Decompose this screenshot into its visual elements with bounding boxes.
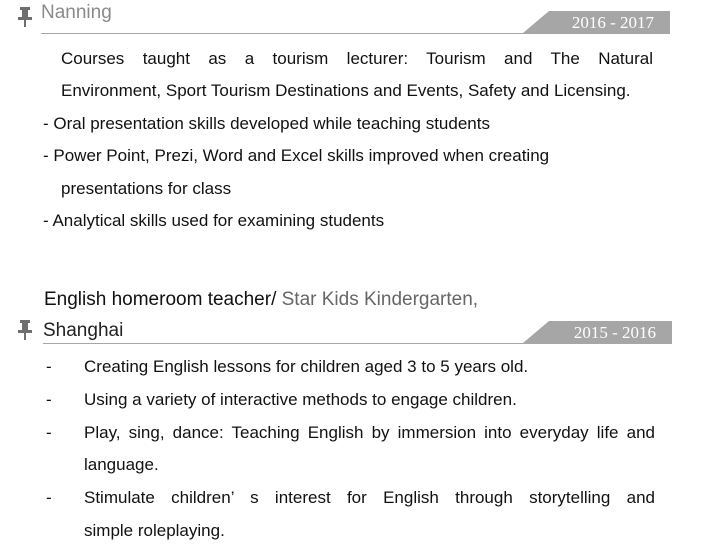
bullet-dash: - <box>46 488 52 507</box>
bullet-item: - Power Point, Prezi, Word and Excel skills improved when creating <box>43 146 550 165</box>
bullet-item: Using a variety of interactive methods to engage children. <box>84 390 517 409</box>
date-range: 2016 - 2017 <box>571 13 654 32</box>
company-name: Star Kids Kindergarten, <box>276 289 479 310</box>
pushpin-icon <box>15 319 35 341</box>
date-ribbon <box>523 11 670 33</box>
bullet-dash: - <box>46 390 52 409</box>
bullet-item: Creating English lessons for children aged 3 to 5 years old. <box>84 357 529 376</box>
role-name: English homeroom teacher/ <box>44 289 277 310</box>
job-location: Nanning <box>41 2 112 23</box>
job-title <box>44 288 478 312</box>
date-ribbon <box>523 321 672 343</box>
bullet-item-continuation: simple roleplaying. <box>84 521 225 540</box>
bullet-dash: - <box>46 423 52 442</box>
divider-line <box>41 33 670 34</box>
bullet-item: - Analytical skills used for examining students <box>43 211 385 230</box>
bullet-item: - Oral presentation skills developed while teaching students <box>43 114 490 133</box>
bullet-item: Stimulate children’ s interest for English through storytelling and <box>84 488 655 507</box>
date-range: 2015 - 2016 <box>573 323 656 342</box>
bullet-item-continuation: language. <box>84 455 159 474</box>
divider-line <box>43 343 672 344</box>
pushpin-icon <box>15 6 35 28</box>
intro-line: Environment, Sport Tourism Destinations and Events, Safety and Licensing. <box>61 81 631 100</box>
intro-line: Courses taught as a tourism lecturer: Tourism and The Natural <box>61 49 653 68</box>
bullet-dash: - <box>46 357 52 376</box>
bullet-item: Play, sing, dance: Teaching English by immersion into everyday life and <box>84 423 655 442</box>
job-location: Shanghai <box>43 320 124 341</box>
bullet-item-continuation: presentations for class <box>61 179 232 198</box>
